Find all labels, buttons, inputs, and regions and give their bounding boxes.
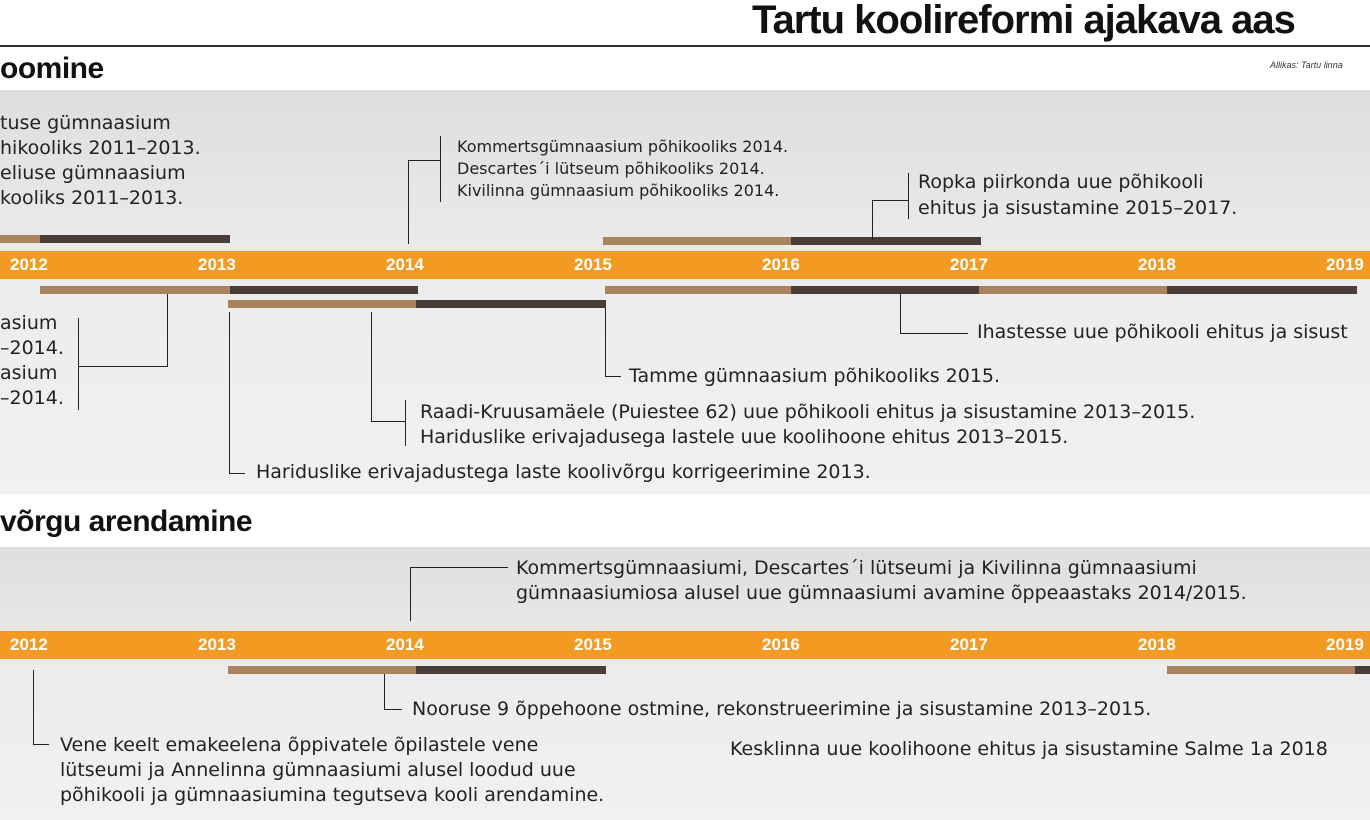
timeline-item-label: asium xyxy=(0,312,58,334)
connector-line xyxy=(229,312,230,474)
connector-line xyxy=(440,136,441,202)
year-label: 2014 xyxy=(386,255,424,274)
connector-line xyxy=(167,294,168,366)
timeline-item-label: Nooruse 9 õppehoone ostmine, rekonstrueerimine ja sisustamine 2013–2015. xyxy=(412,698,1152,720)
timeline-item-label: Descartes´i lütseum põhikooliks 2014. xyxy=(457,159,765,178)
timeline-item-label: gümnaasiumiosa alusel uue gümnaasiumi avamine õppeaastaks 2014/2015. xyxy=(516,582,1247,604)
connector-line xyxy=(371,421,405,422)
connector-line xyxy=(410,567,508,568)
connector-line xyxy=(408,160,440,161)
timeline-item-label: ehitus ja sisustamine 2015–2017. xyxy=(918,197,1238,219)
bar-raadi-b xyxy=(416,300,606,308)
year-label: 2012 xyxy=(10,255,48,274)
year-label: 2019 xyxy=(1326,255,1364,274)
connector-line xyxy=(872,200,908,201)
year-label: 2017 xyxy=(950,255,988,274)
year-label: 2018 xyxy=(1138,255,1176,274)
timeline-item-label: Vene keelt emakeelena õppivatele õpilastele vene xyxy=(60,734,539,756)
bar-kesklinn-a xyxy=(1167,666,1355,674)
year-label: 2015 xyxy=(574,255,612,274)
year-label: 2014 xyxy=(386,635,424,654)
timeline-item-label: Hariduslike erivajadustega laste koolivõrgu korrigeerimine 2013. xyxy=(256,461,871,483)
section-heading-bottom: võrgu arendamine xyxy=(0,505,253,538)
year-label: 2016 xyxy=(762,635,800,654)
timeline-item-label: –2014. xyxy=(0,387,64,409)
year-label: 2015 xyxy=(574,635,612,654)
connector-line xyxy=(408,160,409,244)
connector-line xyxy=(78,366,168,367)
timeline-item-label: Ihastesse uue põhikooli ehitus ja sisust xyxy=(977,321,1348,343)
timeline-item-label: põhikooli ja gümnaasiumina tegutseva kooli arendamine. xyxy=(60,784,605,806)
connector-line xyxy=(605,308,606,377)
timeline-item-label: –2014. xyxy=(0,337,64,359)
connector-line xyxy=(872,200,873,241)
timeline-item-label: hikooliks 2011–2013. xyxy=(0,137,201,159)
bar-ropka-a xyxy=(603,237,791,245)
bar-kesklinn-b xyxy=(1355,666,1370,674)
bar-nooruse-a xyxy=(228,666,416,674)
page-title: Tartu koolireformi ajakava aas xyxy=(752,0,1295,42)
bar-ihaste-b xyxy=(791,286,979,294)
bar-nooruse-b xyxy=(416,666,606,674)
bar-top-2b xyxy=(230,286,418,294)
timeline-item-label: asium xyxy=(0,362,58,384)
connector-line xyxy=(229,473,245,474)
connector-line xyxy=(33,670,34,745)
timeline-item-label: Hariduslike erivajadusega lastele uue koolihoone ehitus 2013–2015. xyxy=(420,426,1069,448)
bar-ropka-b xyxy=(791,237,981,245)
connector-line xyxy=(900,333,968,334)
timeline-item-label: Kesklinna uue koolihoone ehitus ja sisustamine Salme 1a 2018 xyxy=(730,738,1328,760)
timeline-item-label: Ropka piirkonda uue põhikooli xyxy=(918,171,1204,193)
connector-line xyxy=(605,376,621,377)
timeline-item-label: kooliks 2011–2013. xyxy=(0,187,184,209)
timeline-item-label: Kommertsgümnaasiumi, Descartes´i lütseumi ja Kivilinna gümnaasiumi xyxy=(516,557,1197,579)
timeline-item-label: Raadi-Kruusamäele (Puiestee 62) uue põhikooli ehitus ja sisustamine 2013–2015. xyxy=(420,401,1196,423)
bar-top-2a xyxy=(40,286,230,294)
timeline-item-label: lütseumi ja Annelinna gümnaasiumi alusel loodud uue xyxy=(60,759,576,781)
title-divider xyxy=(0,45,1370,47)
year-label: 2013 xyxy=(198,635,236,654)
timeline-item-label: eliuse gümnaasium xyxy=(0,162,186,184)
timeline-item-label: Kommertsgümnaasium põhikooliks 2014. xyxy=(457,137,789,156)
connector-line xyxy=(33,744,49,745)
year-label: 2012 xyxy=(10,635,48,654)
year-label: 2016 xyxy=(762,255,800,274)
connector-line xyxy=(405,400,406,446)
connector-line xyxy=(371,312,372,422)
section-heading-top: oomine xyxy=(0,52,104,85)
bar-ihaste-d xyxy=(1167,286,1357,294)
connector-line xyxy=(900,294,901,334)
connector-line xyxy=(908,173,909,219)
timeline-item-label: tuse gümnaasium xyxy=(0,112,171,134)
bar-ihaste-a xyxy=(605,286,791,294)
bar-raadi-a xyxy=(228,300,416,308)
connector-line xyxy=(410,567,411,621)
year-label: 2017 xyxy=(950,635,988,654)
bar-ihaste-c xyxy=(979,286,1167,294)
year-label: 2013 xyxy=(198,255,236,274)
year-label: 2018 xyxy=(1138,635,1176,654)
connector-line xyxy=(78,318,79,410)
connector-line xyxy=(384,674,385,710)
bar-top-1b xyxy=(40,235,230,243)
timeline-item-label: Kivilinna gümnaasium põhikooliks 2014. xyxy=(457,181,780,200)
source-note: Allikas: Tartu linna xyxy=(1270,60,1343,70)
connector-line xyxy=(384,709,402,710)
bar-top-1a xyxy=(0,235,40,243)
year-label: 2019 xyxy=(1326,635,1364,654)
timeline-item-label: Tamme gümnaasium põhikooliks 2015. xyxy=(629,365,1001,387)
